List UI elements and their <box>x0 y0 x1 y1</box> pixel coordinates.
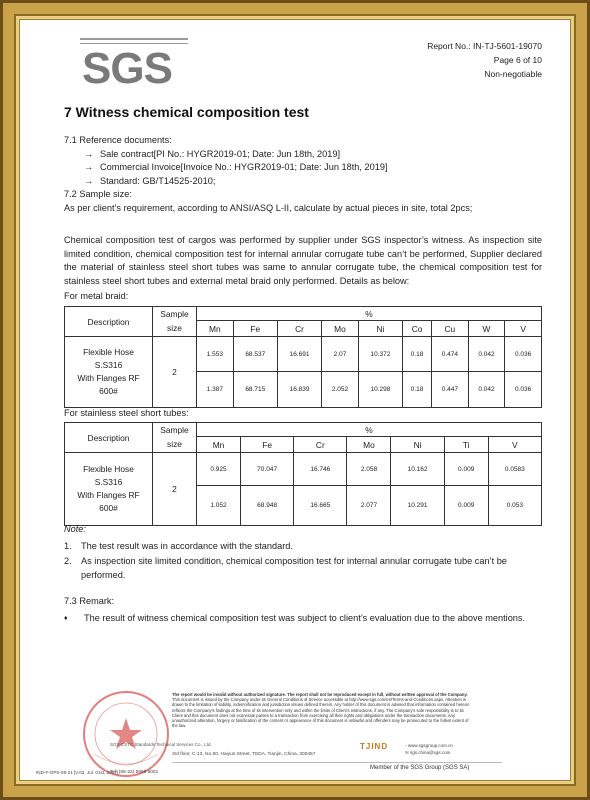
report-page <box>20 20 570 780</box>
table-cell: 10.372 <box>358 337 402 372</box>
section-7-2-text: As per client’s requirement, according to ANSI/ASQ L-II, calculate by actual pieces in site, total 2pcs; <box>64 202 473 213</box>
table-cell: 68.537 <box>233 337 277 372</box>
reference-item: → Sale contract[PI No.: HYGR2019-01; Date: Jun 18th, 2019] <box>84 148 544 162</box>
footer-divider <box>172 762 502 763</box>
footer-disclaimer: The report would be invalid without authorized signature. The report shall not be reproduced except in full, without written approval of the Company. This document is issued by the Company under its General Conditions of Service accessible at http://www.sgs.com/en/Terms-and-Conditions.aspx. Attention is drawn to the limitation of liability, indemnification and jurisdiction issues defined therein. Any holder of this document is advised that information contained hereon reflects the Company's findings at the time of its intervention only and within the limits of Client's instructions, if any. The Company's sole responsibility is to its Client and this document does not exonerate parties to a transaction from exercising all their rights and obligations under the transaction documents. Any unauthorized alteration, forgery or falsification of the content or appearance of this document is unlawful and offenders may be prosecuted to the fullest extent of the law. <box>172 692 470 729</box>
element-header: V <box>488 437 541 453</box>
section-7-3 <box>64 595 542 625</box>
element-header: Cr <box>277 321 321 337</box>
negotiability-status: Non-negotiable <box>484 69 542 79</box>
col-sample-size: size <box>153 437 197 453</box>
company-seal <box>80 688 172 780</box>
note-item: 1. The test result was in accordance with the standard. <box>64 540 293 551</box>
bullet-icon: ♦ <box>64 614 68 622</box>
table-cell: 1.052 <box>197 486 241 526</box>
tjind-stamp: TJIND <box>360 742 389 751</box>
notes-section <box>64 523 542 582</box>
sample-description: Flexible Hose S.S316 With Flanges RF 600# <box>65 337 153 408</box>
col-description: Description <box>65 307 153 337</box>
table-cell: 0.925 <box>197 453 241 486</box>
table-cell: 0.447 <box>432 372 469 408</box>
table-cell: 1.387 <box>197 372 234 408</box>
section-7-3-heading: 7.3 Remark: <box>64 596 115 606</box>
table-cell: 16.691 <box>277 337 321 372</box>
table-cell: 68.948 <box>241 486 294 526</box>
table-cell: 0.009 <box>444 486 488 526</box>
col-percent: % <box>197 423 542 437</box>
sample-size-value: 2 <box>153 453 197 526</box>
arrow-icon: → <box>84 175 94 186</box>
section-7-2-heading: 7.2 Sample size: <box>64 189 132 199</box>
table-cell: 0.053 <box>488 486 541 526</box>
report-number: Report No.: IN-TJ-5601-19070 <box>427 41 542 51</box>
table-cell: 0.009 <box>444 453 488 486</box>
table-cell: 0.18 <box>403 337 432 372</box>
seal-caption: SGS-CSTC Standards Technical Services Co., Ltd. <box>110 742 212 747</box>
note-label: Note: <box>64 524 86 534</box>
element-header: Ti <box>444 437 488 453</box>
section-7-1-heading: 7.1 Reference documents: <box>64 135 172 145</box>
globe-icon: ◦ <box>405 743 408 748</box>
footer-address: 3rd floor, C-13, No.80, Haiyun Street, TEDA, Tianjin, China, 300457 <box>172 752 316 757</box>
section-title: 7 Witness chemical composition test <box>64 104 309 120</box>
col-sample: Sample <box>153 307 197 321</box>
note-item: 2. As inspection site limited condition, chemical composition test for internal annular corrugate tube can’t be performed. <box>64 556 507 580</box>
reference-item: → Standard: GB/T14525-2010; <box>84 175 544 189</box>
footer-web: ◦ www.sgsgroup.com.cn ✉ sgs.china@sgs.com <box>405 743 453 755</box>
table-cell: 0.474 <box>432 337 469 372</box>
table-cell: 2.052 <box>322 372 359 408</box>
arrow-icon: → <box>84 162 94 172</box>
element-header: Mo <box>347 437 391 453</box>
table-cell: 70.047 <box>241 453 294 486</box>
element-header: Fe <box>241 437 294 453</box>
remark-item: ♦ The result of witness chemical composition test was subject to client’s evaluation due to the above mentions. <box>64 612 542 626</box>
page-number: Page 6 of 10 <box>493 55 542 65</box>
form-code: IND-F-OPS-05-21 [V.03, Jul. 01st, 2017] <box>36 770 119 775</box>
table-cell: 0.042 <box>468 337 505 372</box>
col-description: Description <box>65 423 153 453</box>
report-info <box>427 39 542 81</box>
table-cell: 10.162 <box>391 453 444 486</box>
element-header: Cu <box>432 321 469 337</box>
metal-braid-table <box>64 306 542 408</box>
svg-text:SGS: SGS <box>82 44 172 90</box>
table-cell: 1.553 <box>197 337 234 372</box>
table-cell: 2.058 <box>347 453 391 486</box>
table-cell: 0.042 <box>468 372 505 408</box>
table-cell: 10.298 <box>358 372 402 408</box>
sgs-member-text: Member of the SGS Group (SGS SA) <box>370 765 470 771</box>
element-header: Mo <box>322 321 359 337</box>
element-header: Ni <box>358 321 402 337</box>
mail-icon: ✉ <box>405 750 411 755</box>
element-header: Mn <box>197 321 234 337</box>
col-sample-size: size <box>153 321 197 337</box>
section-7-1 <box>64 134 544 215</box>
short-tubes-table <box>64 422 542 526</box>
table1-caption: For metal braid: <box>64 291 129 301</box>
element-header: Ni <box>391 437 444 453</box>
table-cell: 0.0583 <box>488 453 541 486</box>
table-cell: 68.715 <box>233 372 277 408</box>
element-header: Mn <box>197 437 241 453</box>
table2-caption: For stainless steel short tubes: <box>64 408 189 418</box>
table-cell: 0.036 <box>505 372 542 408</box>
intro-paragraph: Chemical composition test of cargos was performed by supplier under SGS inspector’s witness. As inspection site limited condition, chemical composition test for internal annular corrugate tube can’t be performed, Supplier declared the material of stainless steel short tubes was same to annular corrugate tube, the chemical composition test for stainless steel short tubes and external metal braid only performed. Details as below: <box>64 235 542 286</box>
table-cell: 2.07 <box>322 337 359 372</box>
col-sample: Sample <box>153 423 197 437</box>
reference-item: → Commercial Invoice[Invoice No.: HYGR2019-01; Date: Jun 18th, 2019] <box>84 161 544 175</box>
sample-description: Flexible Hose S.S316 With Flanges RF 600# <box>65 453 153 526</box>
sgs-logo <box>80 34 188 90</box>
element-header: Cr <box>294 437 347 453</box>
arrow-icon: → <box>84 148 94 159</box>
table-cell: 16.746 <box>294 453 347 486</box>
sample-size-value: 2 <box>153 337 197 408</box>
table-cell: 0.18 <box>403 372 432 408</box>
footer-tel: Tel: (86-22) 5999 5001 <box>110 770 159 775</box>
table-cell: 10.291 <box>391 486 444 526</box>
element-header: W <box>468 321 505 337</box>
table-cell: 2.077 <box>347 486 391 526</box>
col-percent: % <box>197 307 542 321</box>
table-cell: 16.665 <box>294 486 347 526</box>
element-header: Co <box>403 321 432 337</box>
element-header: V <box>505 321 542 337</box>
element-header: Fe <box>233 321 277 337</box>
table-cell: 16.839 <box>277 372 321 408</box>
table-cell: 0.036 <box>505 337 542 372</box>
reference-list <box>64 148 544 189</box>
